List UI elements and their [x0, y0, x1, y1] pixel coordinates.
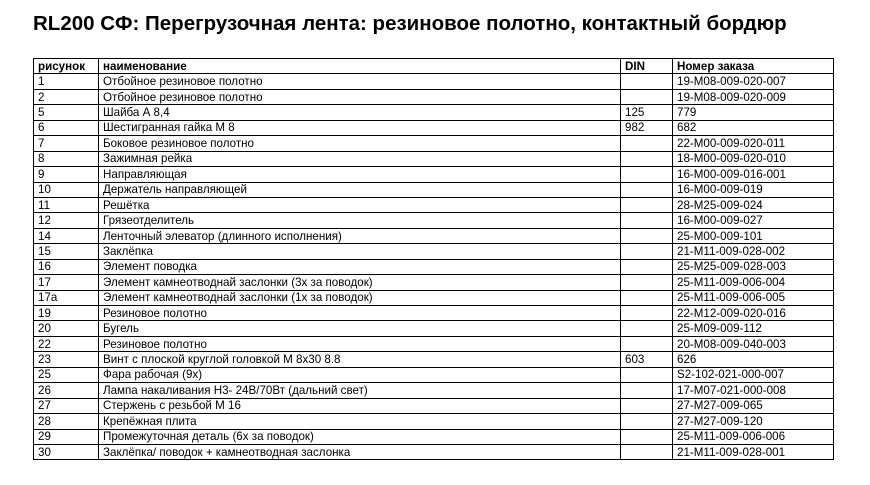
- cell-figure: 28: [34, 414, 99, 429]
- cell-order-number: 779: [673, 105, 834, 120]
- table-row: [34, 74, 834, 89]
- cell-din: [621, 414, 673, 429]
- cell-order-number: 16-M00-009-016-001: [673, 167, 834, 182]
- cell-figure: 7: [34, 136, 99, 151]
- cell-figure: 6: [34, 120, 99, 135]
- table-row: [34, 383, 834, 398]
- cell-din: [621, 321, 673, 336]
- table-row: [34, 213, 834, 228]
- cell-order-number: 21-M11-009-028-002: [673, 244, 834, 259]
- cell-name: Грязеотделитель: [99, 213, 621, 228]
- table-row: [34, 228, 834, 243]
- cell-figure: 22: [34, 336, 99, 351]
- cell-din: [621, 244, 673, 259]
- cell-din: 125: [621, 105, 673, 120]
- cell-order-number: 16-M00-009-027: [673, 213, 834, 228]
- cell-name: Промежуточная деталь (6х за поводок): [99, 429, 621, 444]
- cell-figure: 26: [34, 383, 99, 398]
- cell-figure: 8: [34, 151, 99, 166]
- cell-order-number: 25-M25-009-028-003: [673, 259, 834, 274]
- cell-order-number: 25-M11-009-006-005: [673, 290, 834, 305]
- cell-name: Бугель: [99, 321, 621, 336]
- cell-figure: 16: [34, 259, 99, 274]
- cell-figure: 17a: [34, 290, 99, 305]
- cell-din: [621, 336, 673, 351]
- table-row: [34, 120, 834, 135]
- cell-figure: 1: [34, 74, 99, 89]
- cell-din: [621, 444, 673, 459]
- cell-order-number: 25-M11-009-006-004: [673, 275, 834, 290]
- cell-name: Отбойное резиновое полотно: [99, 74, 621, 89]
- page-title: RL200 СФ: Перегрузочная лента: резиновое полотно, контактный бордюр: [33, 12, 787, 35]
- cell-din: [621, 290, 673, 305]
- cell-order-number: 626: [673, 352, 834, 367]
- cell-figure: 23: [34, 352, 99, 367]
- cell-order-number: 27-M27-009-120: [673, 414, 834, 429]
- column-header-name: наименование: [99, 59, 621, 74]
- table-row: [34, 321, 834, 336]
- column-header-figure: рисунок: [34, 59, 99, 74]
- table-row: [34, 167, 834, 182]
- cell-order-number: 17-M07-021-000-008: [673, 383, 834, 398]
- cell-name: Заклёпка: [99, 244, 621, 259]
- table-row: [34, 398, 834, 413]
- table-row: [34, 429, 834, 444]
- cell-name: Стержень с резьбой М 16: [99, 398, 621, 413]
- cell-order-number: 25-M09-009-112: [673, 321, 834, 336]
- cell-name: Боковое резиновое полотно: [99, 136, 621, 151]
- cell-name: Лампа накаливания Н3- 24В/70Вт (дальний свет): [99, 383, 621, 398]
- table-row: [34, 306, 834, 321]
- table-row: [34, 290, 834, 305]
- cell-figure: 2: [34, 89, 99, 104]
- cell-order-number: 682: [673, 120, 834, 135]
- cell-order-number: 22-M00-009-020-011: [673, 136, 834, 151]
- cell-din: [621, 136, 673, 151]
- column-header-din: DIN: [621, 59, 673, 74]
- cell-din: [621, 259, 673, 274]
- cell-figure: 29: [34, 429, 99, 444]
- cell-name: Резиновое полотно: [99, 336, 621, 351]
- cell-din: [621, 367, 673, 382]
- cell-order-number: 19-M08-009-020-007: [673, 74, 834, 89]
- table-row: [34, 352, 834, 367]
- cell-order-number: S2-102-021-000-007: [673, 367, 834, 382]
- cell-din: [621, 74, 673, 89]
- table-row: [34, 182, 834, 197]
- table-row: [34, 89, 834, 104]
- cell-figure: 10: [34, 182, 99, 197]
- cell-name: Крепёжная плита: [99, 414, 621, 429]
- table-row: [34, 197, 834, 212]
- cell-din: [621, 213, 673, 228]
- cell-figure: 15: [34, 244, 99, 259]
- table-header-row: [34, 59, 834, 74]
- cell-din: [621, 89, 673, 104]
- cell-name: Элемент камнеотводнай заслонки (1х за поводок): [99, 290, 621, 305]
- table-row: [34, 151, 834, 166]
- table-row: [34, 336, 834, 351]
- cell-din: [621, 383, 673, 398]
- cell-name: Резиновое полотно: [99, 306, 621, 321]
- table-row: [34, 244, 834, 259]
- cell-din: [621, 398, 673, 413]
- cell-name: Элемент поводка: [99, 259, 621, 274]
- table-row: [34, 136, 834, 151]
- cell-name: Решётка: [99, 197, 621, 212]
- cell-figure: 25: [34, 367, 99, 382]
- cell-figure: 17: [34, 275, 99, 290]
- cell-din: [621, 228, 673, 243]
- cell-figure: 9: [34, 167, 99, 182]
- cell-din: [621, 275, 673, 290]
- cell-din: [621, 182, 673, 197]
- cell-figure: 30: [34, 444, 99, 459]
- parts-table: [33, 58, 834, 460]
- cell-order-number: 28-M25-009-024: [673, 197, 834, 212]
- cell-order-number: 25-M00-009-101: [673, 228, 834, 243]
- table-row: [34, 259, 834, 274]
- cell-name: Отбойное резиновое полотно: [99, 89, 621, 104]
- cell-figure: 11: [34, 197, 99, 212]
- cell-figure: 5: [34, 105, 99, 120]
- column-header-order-number: Номер заказа: [673, 59, 834, 74]
- cell-name: Держатель направляющей: [99, 182, 621, 197]
- cell-name: Фара рабочая (9х): [99, 367, 621, 382]
- cell-name: Ленточный элеватор (длинного исполнения): [99, 228, 621, 243]
- table-row: [34, 105, 834, 120]
- cell-din: [621, 167, 673, 182]
- cell-figure: 27: [34, 398, 99, 413]
- table-row: [34, 275, 834, 290]
- cell-din: [621, 151, 673, 166]
- cell-figure: 19: [34, 306, 99, 321]
- cell-din: 982: [621, 120, 673, 135]
- cell-order-number: 16-M00-009-019: [673, 182, 834, 197]
- cell-name: Элемент камнеотводнай заслонки (3х за поводок): [99, 275, 621, 290]
- table-row: [34, 367, 834, 382]
- cell-order-number: 25-M11-009-006-006: [673, 429, 834, 444]
- cell-order-number: 18-M00-009-020-010: [673, 151, 834, 166]
- cell-din: [621, 306, 673, 321]
- cell-din: [621, 429, 673, 444]
- cell-figure: 20: [34, 321, 99, 336]
- cell-name: Винт с плоской круглой головкой М 8х30 8.8: [99, 352, 621, 367]
- cell-order-number: 19-M08-009-020-009: [673, 89, 834, 104]
- cell-name: Зажимная рейка: [99, 151, 621, 166]
- cell-name: Направляющая: [99, 167, 621, 182]
- cell-order-number: 21-M11-009-028-001: [673, 444, 834, 459]
- cell-din: [621, 197, 673, 212]
- cell-order-number: 27-M27-009-065: [673, 398, 834, 413]
- table-row: [34, 444, 834, 459]
- cell-name: Шестигранная гайка М 8: [99, 120, 621, 135]
- cell-name: Заклёпка/ поводок + камнеотводная заслонка: [99, 444, 621, 459]
- table-row: [34, 414, 834, 429]
- cell-order-number: 22-M12-009-020-016: [673, 306, 834, 321]
- cell-figure: 14: [34, 228, 99, 243]
- cell-figure: 12: [34, 213, 99, 228]
- cell-din: 603: [621, 352, 673, 367]
- cell-order-number: 20-M08-009-040-003: [673, 336, 834, 351]
- cell-name: Шайба А 8,4: [99, 105, 621, 120]
